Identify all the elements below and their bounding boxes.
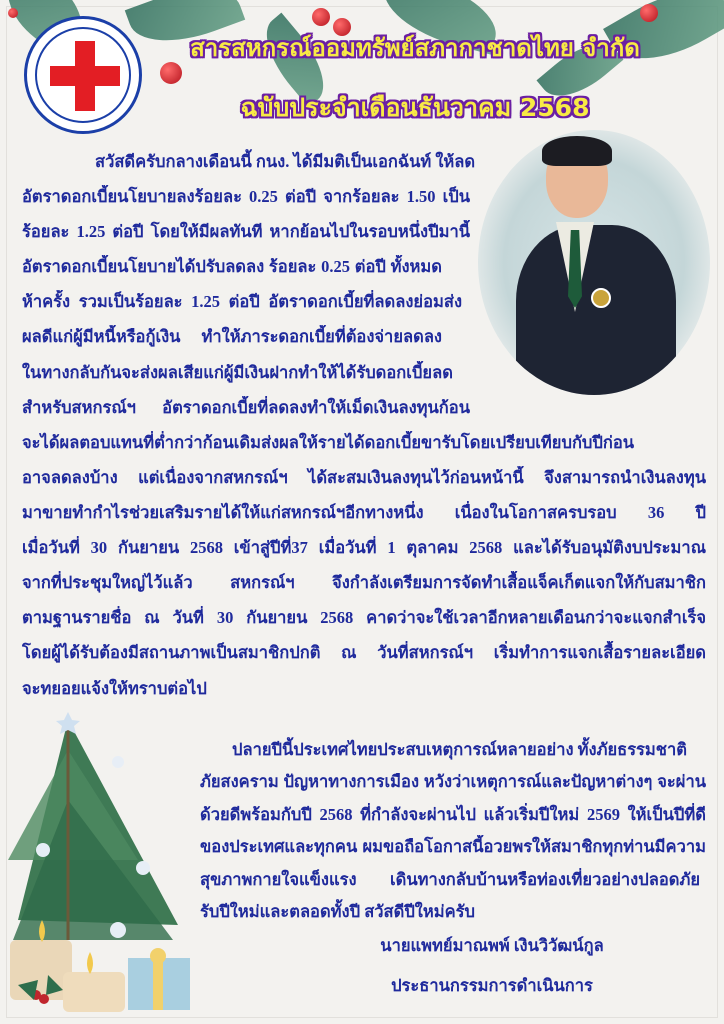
text-line: มาขายทำกำไรช่วยเสริมรายได้ให้แก่สหกรณ์ฯอีกทางหนึ่ง เนื่องในโอกาสครบรอบ 36 ปี [22,503,706,522]
text-line: ร้อยละ 1.25 ต่อปี โดยให้มีผลทันที หากย้อนไปในรอบหนึ่งปีมานี้ [22,222,470,241]
text-line: ตามฐานรายชื่อ ณ วันที่ 30 กันยายน 2568 คาดว่าจะใช้เวลาอีกหลายเดือนกว่าจะแจกสำเร็จ [22,608,706,627]
text-line: จะทยอยแจ้งให้ทราบต่อไป [22,679,207,698]
text-line: ของประเทศและทุกคน ผมขอถือโอกาสนี้อวยพรให้สมาชิกทุกท่านมีความ [200,837,706,856]
text-line: ด้วยดีพร้อมกับปี 2568 ที่กำลังจะผ่านไป แล้วเริ่มปีใหม่ 2569 ให้เป็นปีที่ดี [200,805,706,824]
text-line: จะได้ผลตอบแทนที่ต่ำกว่าก้อนเดิมส่งผลให้รายได้ดอกเบี้ยขารับโดยเปรียบเทียบกับปีก่อน [22,433,635,452]
text-line: โดยผู้ได้รับต้องมีสถานภาพเป็นสมาชิกปกติ ณ วันที่สหกรณ์ฯ เริ่มทำการแจกเสื้อรายละเอียด [22,643,706,662]
text-line: ในทางกลับกันจะส่งผลเสียแก่ผู้มีเงินฝากทำให้ได้รับดอกเบี้ยลด [22,363,453,382]
text-line: ปลายปีนี้ประเทศไทยประสบเหตุการณ์หลายอย่าง ทั้งภัยธรรมชาติ [232,740,687,759]
newsletter-title: สารสหกรณ์ออมทรัพย์สภากาชาดไทย จำกัด [190,34,640,62]
text-line: อัตราดอกเบี้ยนโยบายได้ปรับลดลง ร้อยละ 0.25 ต่อปี ทั้งหมด [22,257,442,276]
text-line: จากที่ประชุมใหญ่ไว้แล้ว สหกรณ์ฯ จึงกำลังเตรียมการจัดทำเสื้อแจ็คเก็ตแจกให้กับสมาชิก [22,573,706,592]
text-line: สวัสดีครับกลางเดือนนี้ กนง. ได้มีมติเป็นเอกฉันท์ ให้ลด [95,152,476,171]
text-line: รับปีใหม่และตลอดทั้งปี สวัสดีปีใหม่ครับ [200,902,475,921]
text-line: อัตราดอกเบี้ยนโยบายลงร้อยละ 0.25 ต่อปี จากร้อยละ 1.50 เป็น [22,187,470,206]
issue-subtitle: ฉบับประจำเดือนธันวาคม 2568 [240,93,590,122]
text-line: สุขภาพกายใจแข็งแรง เดินทางกลับบ้านหรือท่องเที่ยวอย่างปลอดภัย [200,870,700,889]
text-line: ผลดีแก่ผู้มีหนี้หรือกู้เงิน ทำให้ภาระดอกเบี้ยที่ต้องจ่ายลดลง [22,327,442,346]
text-line: ห้าครั้ง รวมเป็นร้อยละ 1.25 ต่อปี อัตราดอกเบี้ยที่ลดลงย่อมส่ง [22,292,462,311]
text-line: เมื่อวันที่ 30 กันยายน 2568 เข้าสู่ปีที่37 เมื่อวันที่ 1 ตุลาคม 2568 และได้รับอนุมัติงบประมาณ [22,538,706,557]
signatory-position: ประธานกรรมการดำเนินการ [391,976,593,995]
text-line: สำหรับสหกรณ์ฯ อัตราดอกเบี้ยที่ลดลงทำให้เม็ดเงินลงทุนก้อน [22,398,470,417]
signatory-name: นายแพทย์มาณพพ์ เงินวิวัฒน์กูล [380,936,604,955]
text-line: อาจลดลงบ้าง แต่เนื่องจากสหกรณ์ฯ ได้สะสมเงินลงทุนไว้ก่อนหน้านี้ จึงสามารถนำเงินลงทุน [22,468,706,487]
text-line: ภัยสงคราม ปัญหาทางการเมือง หวังว่าเหตุการณ์และปัญหาต่างๆ จะผ่าน [200,772,706,791]
